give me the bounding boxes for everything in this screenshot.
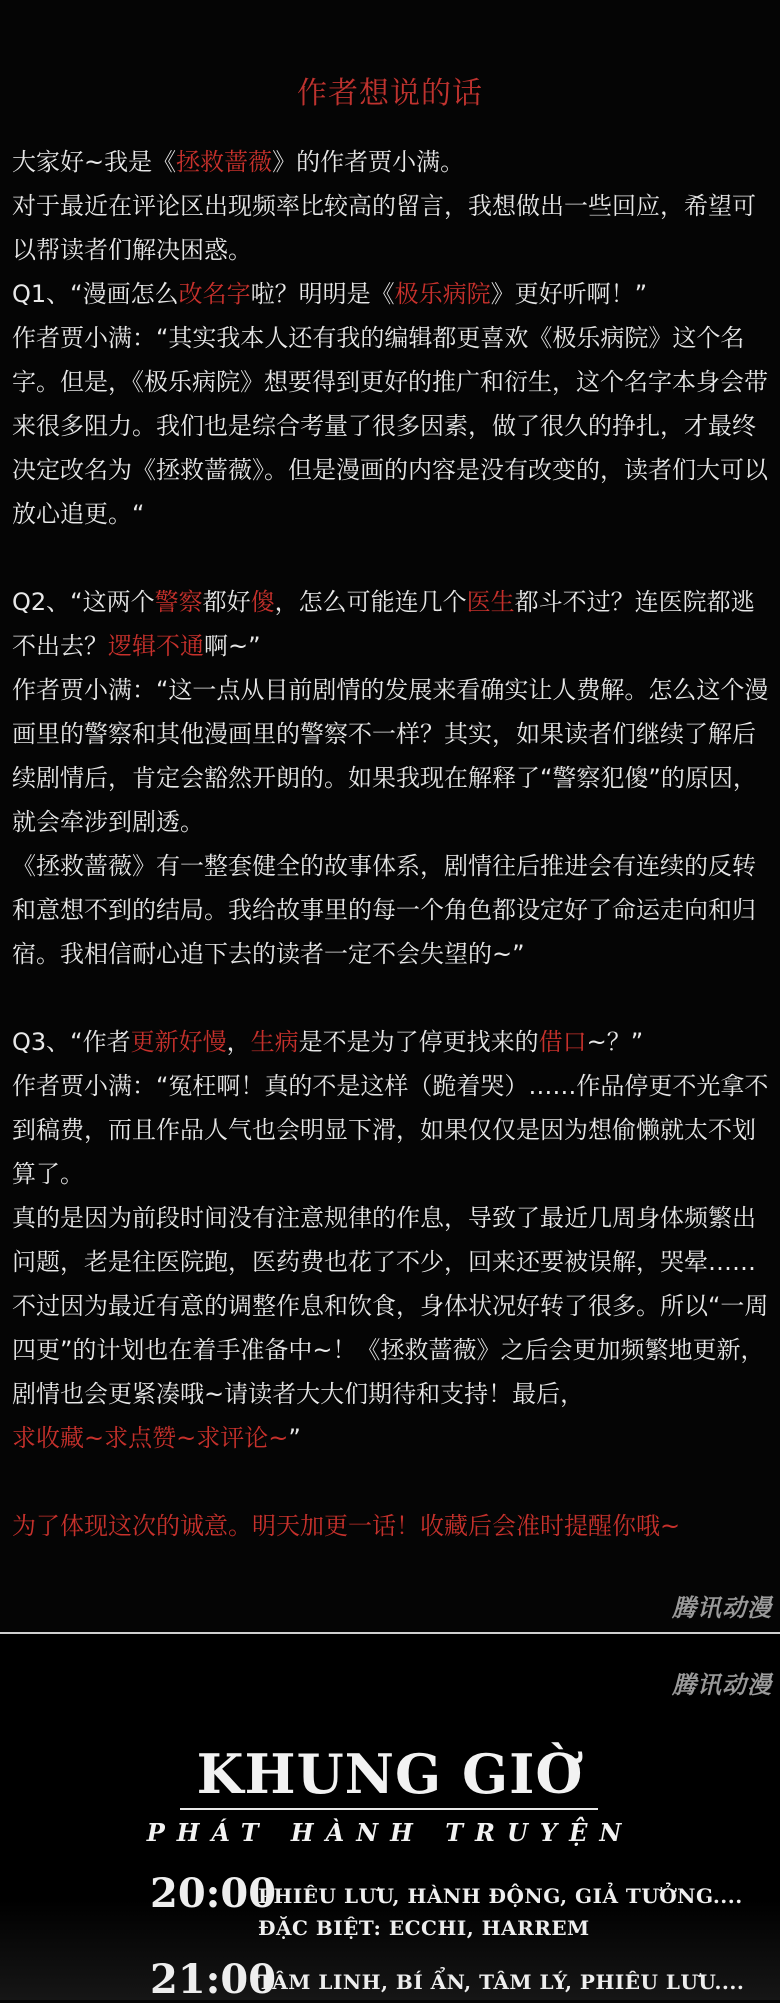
body-text: 》的作者贾小满。 (272, 148, 465, 176)
body-text: 作者贾小满：“这一点从目前剧情的发展来看确实让人费解。怎么这个漫画里的警察和其他漫画里的警察不一样？其实，如果读者们继续了解后续剧情后，肯定会豁然开朗的。如果我现在解释了“警察犯傻”的原因，就会牵涉到剧透。 (12, 676, 769, 836)
banner-title: KHUNG GIỜ (196, 1742, 584, 1806)
paragraph-gap (12, 1460, 776, 1504)
body-text: Q2、“这两个 (12, 588, 155, 616)
body-text: 是不是为了停更找来的 (298, 1028, 539, 1056)
paragraph (12, 668, 776, 844)
author-note-body (12, 140, 776, 1548)
highlight-text: 为了体现这次的诚意。明天加更一话！收藏后会准时提醒你哦~ (12, 1512, 681, 1540)
body-text: ” (288, 1424, 301, 1452)
body-text: 都好 (202, 588, 251, 616)
paragraph (12, 1020, 776, 1064)
paragraph (12, 184, 776, 272)
body-text: 作者贾小满：“其实我本人还有我的编辑都更喜欢《极乐病院》这个名字。但是，《极乐病院》想要得到更好的推广和衍生，这个名字本身会带来很多阻力。我们也是综合考量了很多因素，做了很久的挣扎，才最终决定改名为《拯救蔷薇》。但是漫画的内容是没有改变的，读者们大可以放心追更。“ (12, 324, 768, 528)
banner-subtitle: PHÁT HÀNH TRUYỆN (146, 1818, 634, 1847)
highlight-text: 生病 (250, 1028, 299, 1056)
highlight-text: 逻辑不通 (108, 632, 204, 660)
highlight-text: 拯救蔷薇 (176, 148, 273, 176)
body-text: 作者贾小满：“冤枉啊！真的不是这样（跪着哭）……作品停更不光拿不到稿费，而且作品人气也会明显下滑，如果仅仅是因为想偷懒就太不划算了。 (12, 1072, 769, 1188)
body-text: 《拯救蔷薇》有一整套健全的故事体系，剧情往后推进会有连续的反转和意想不到的结局。我给故事里的每一个角色都设定好了命运走向和归宿。我相信耐心追下去的读者一定不会失望的~” (12, 852, 756, 968)
banner-rule (180, 1808, 598, 1810)
highlight-text: 傻 (250, 588, 275, 616)
paragraph (12, 140, 776, 184)
watermark-logo-2: 腾讯动漫 (672, 1671, 772, 1699)
schedule-time-1: 20:00 (150, 1870, 277, 1917)
paragraph (12, 844, 776, 976)
paragraph (12, 1504, 776, 1548)
schedule-genres-2: TÂM LINH, BÍ ẨN, TÂM LÝ, PHIÊU LƯU.... (258, 1970, 745, 1994)
schedule-time-2: 21:00 (150, 1956, 277, 2003)
paragraph-gap (12, 976, 776, 1020)
body-text: 真的是因为前段时间没有注意规律的作息，导致了最近几周身体频繁出问题，老是往医院跑，医药费也花了不少，回来还要被误解，哭晕……不过因为最近有意的调整作息和饮食，身体状况好转了很多。所以“一周四更”的计划也在着手准备中~！《拯救蔷薇》之后会更加频繁地更新，剧情也会更紧凑哦~请读者大大们期待和支持！最后， (12, 1204, 769, 1408)
highlight-text: 警察 (154, 588, 203, 616)
body-text: ，怎么可能连几个 (274, 588, 467, 616)
highlight-text: 借口 (538, 1028, 587, 1056)
schedule-genres-1: PHIÊU LƯU, HÀNH ĐỘNG, GIẢ TƯỞNG.... (258, 1884, 743, 1908)
body-text: Q1、“漫画怎么 (12, 280, 179, 308)
body-text: 啊~” (204, 632, 261, 660)
body-text: 大家好~我是《 (12, 148, 177, 176)
highlight-text: 更新好慢 (130, 1028, 227, 1056)
paragraph (12, 1416, 776, 1460)
body-text: 对于最近在评论区出现频率比较高的留言，我想做出一些回应，希望可以帮读者们解决困惑。 (12, 192, 756, 264)
body-text: ~？” (586, 1028, 644, 1056)
paragraph (12, 1196, 776, 1416)
paragraph-gap (12, 536, 776, 580)
body-text: 啦？明明是《 (250, 280, 395, 308)
highlight-text: 求收藏~求点赞~求评论~ (12, 1424, 289, 1452)
page-title: 作者想说的话 (297, 76, 483, 111)
highlight-text: 改名字 (178, 280, 251, 308)
body-text: 都斗不过？连医院都逃不出去？ (12, 588, 755, 660)
body-text: Q3、“作者 (12, 1028, 131, 1056)
paragraph (12, 272, 776, 316)
paragraph (12, 580, 776, 668)
highlight-text: 极乐病院 (394, 280, 491, 308)
schedule-special-1: ĐẶC BIỆT: ECCHI, HARREM (258, 1916, 590, 1940)
paragraph (12, 316, 776, 536)
body-text: 》更好听啊！” (490, 280, 648, 308)
body-text: ， (226, 1028, 251, 1056)
highlight-text: 医生 (466, 588, 515, 616)
paragraph (12, 1064, 776, 1196)
watermark-logo: 腾讯动漫 (672, 1594, 772, 1622)
